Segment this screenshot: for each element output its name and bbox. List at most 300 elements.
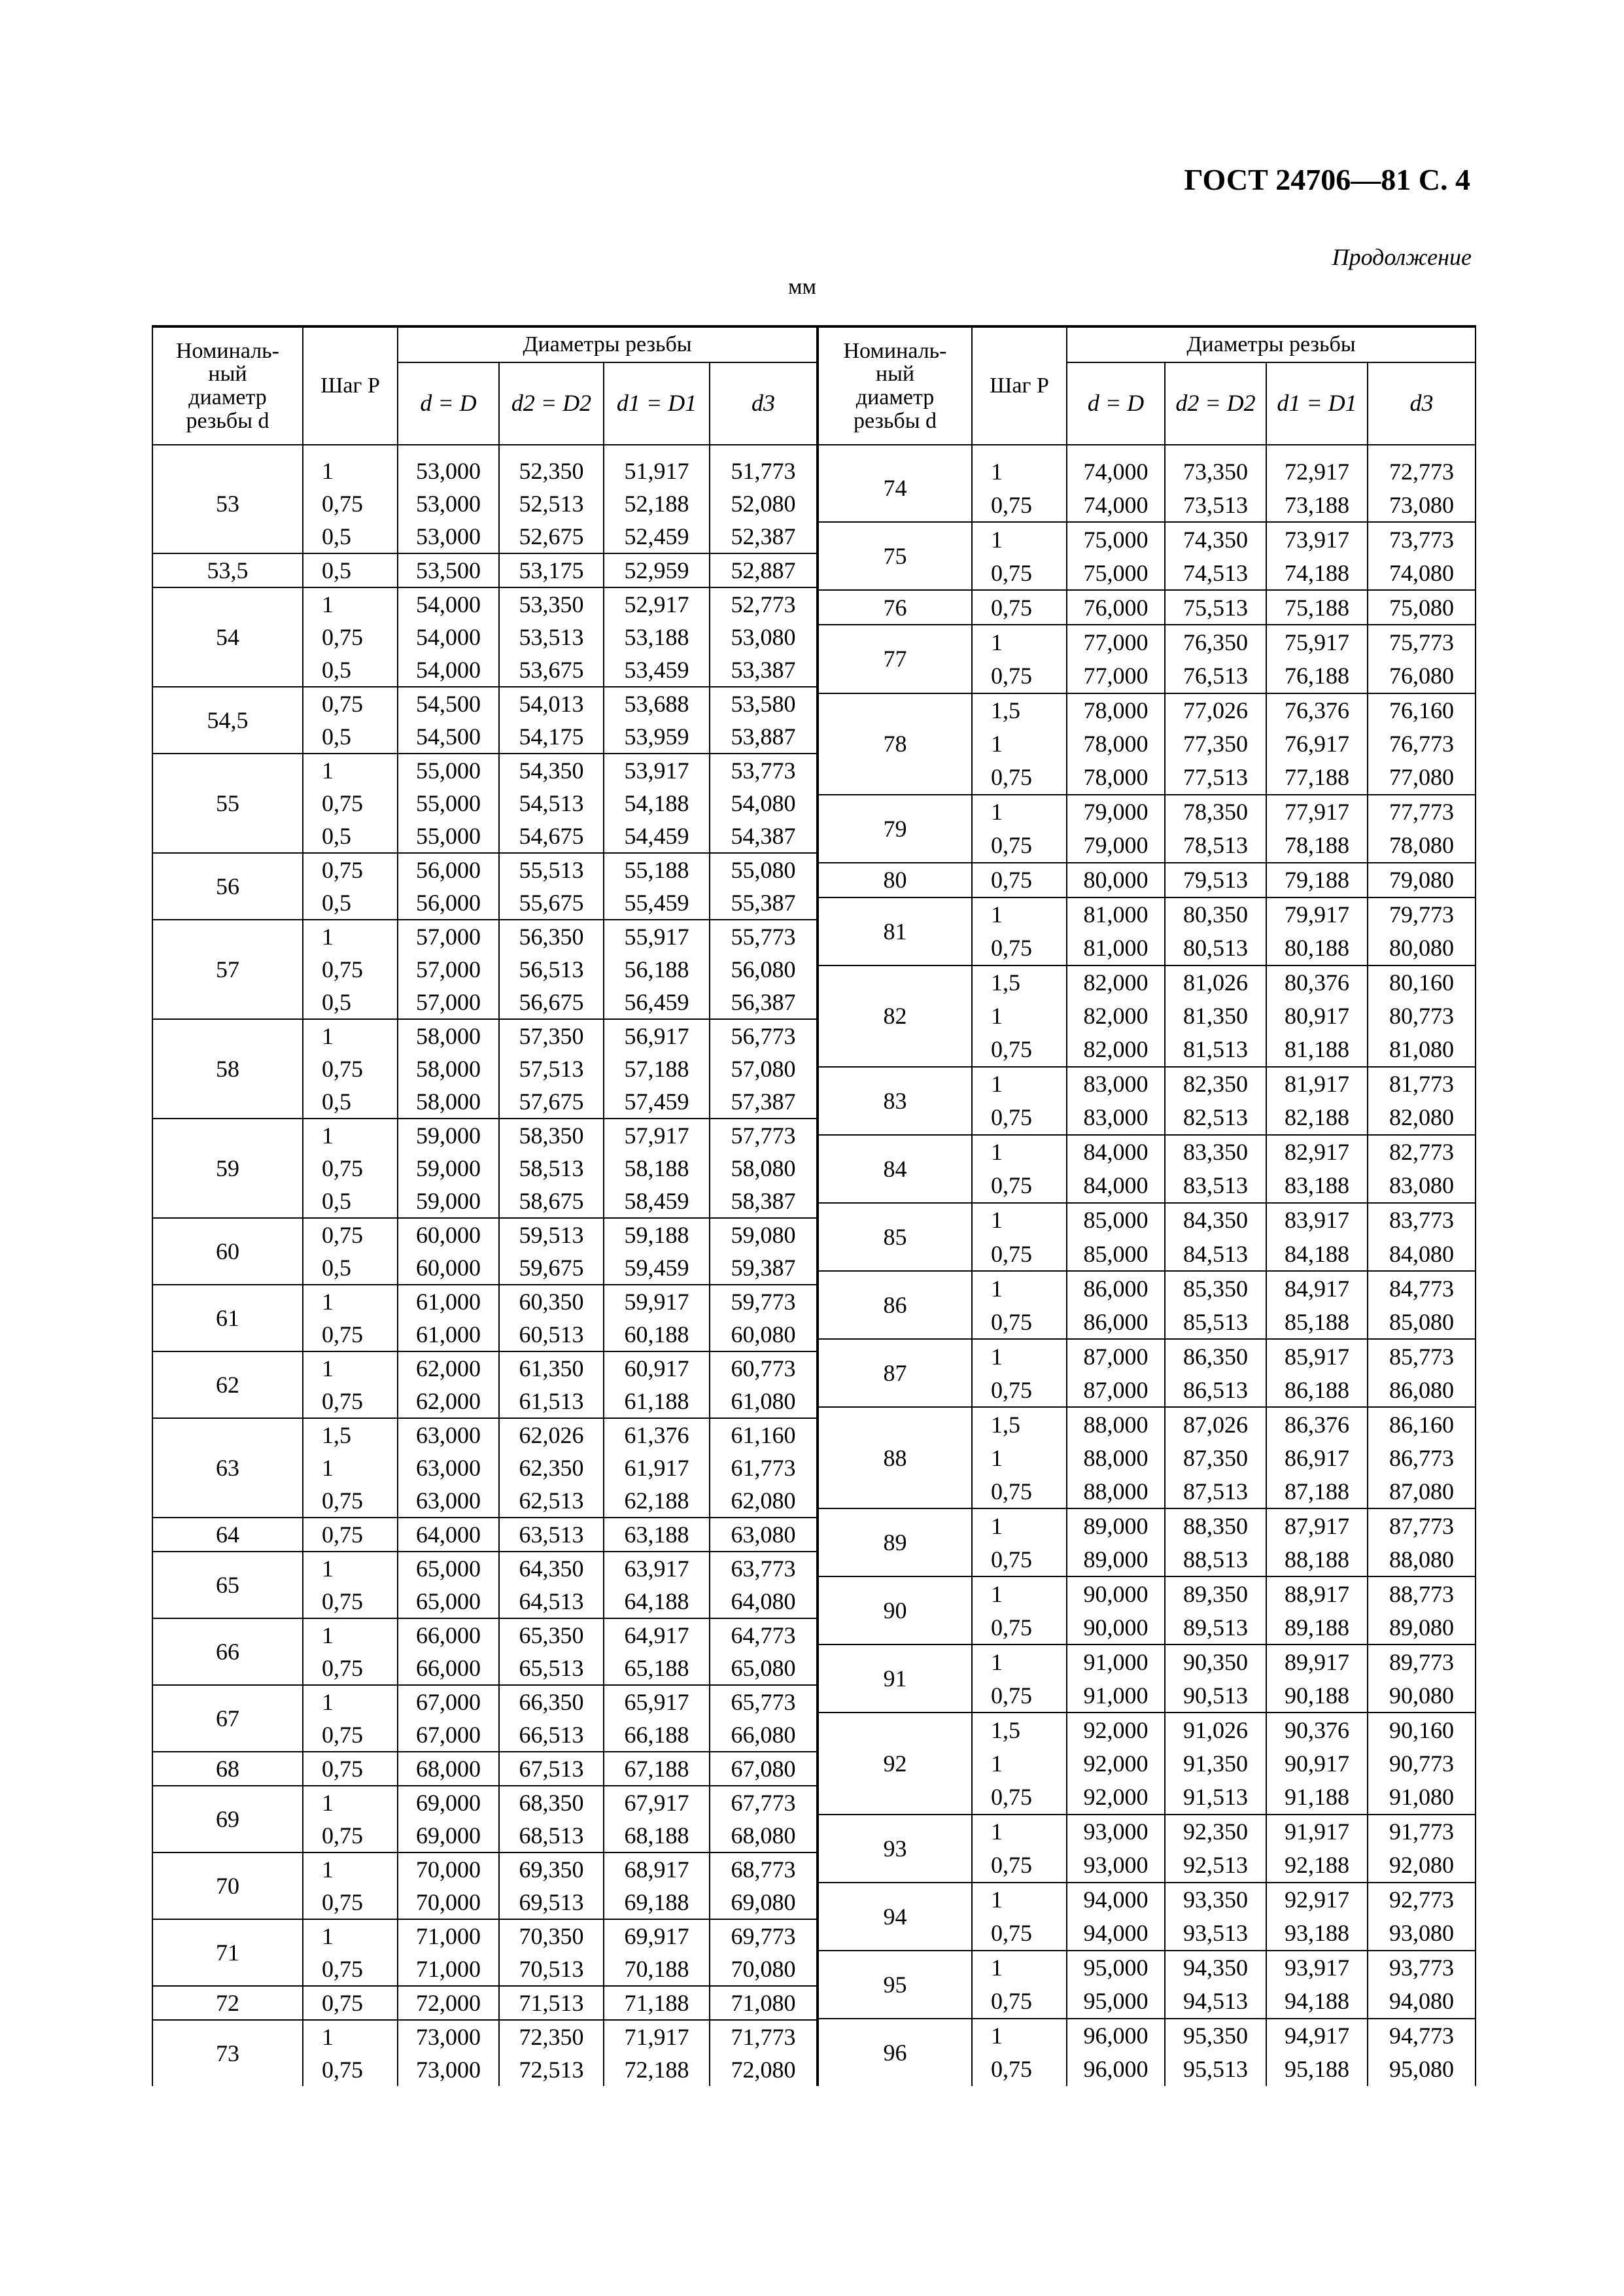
diameter-value-cell: 55,188 bbox=[604, 853, 710, 886]
nominal-diameter-cell: 75 bbox=[818, 522, 972, 590]
diameter-value-cell: 54,175 bbox=[499, 720, 604, 754]
step-cell: 1 bbox=[303, 1119, 398, 1152]
diameter-value-cell: 92,917 bbox=[1266, 1883, 1368, 1917]
diameter-value-cell: 58,000 bbox=[398, 1085, 499, 1119]
diameter-value-cell: 73,773 bbox=[1368, 522, 1476, 556]
table-row bbox=[152, 1518, 817, 1552]
diameter-value-cell: 93,000 bbox=[1067, 1815, 1165, 1849]
diameter-value-cell: 52,350 bbox=[499, 455, 604, 487]
step-cell: 1 bbox=[972, 1271, 1067, 1305]
diameter-value-cell: 72,773 bbox=[1368, 455, 1476, 488]
nominal-diameter-cell: 79 bbox=[818, 795, 972, 863]
step-cell: 0,75 bbox=[303, 1585, 398, 1618]
col-header-d: d = D bbox=[398, 362, 499, 445]
thread-diameter-tables bbox=[152, 325, 1476, 2086]
diameter-value-cell: 51,773 bbox=[710, 455, 817, 487]
nominal-diameter-cell: 55 bbox=[152, 754, 303, 853]
table-row bbox=[818, 1067, 1476, 1101]
table-row bbox=[152, 754, 817, 787]
diameter-value-cell: 74,350 bbox=[1165, 522, 1266, 556]
diameter-value-cell: 91,000 bbox=[1067, 1644, 1165, 1679]
diameter-value-cell: 76,773 bbox=[1368, 727, 1476, 761]
step-cell: 0,75 bbox=[972, 1305, 1067, 1339]
diameter-value-cell: 52,675 bbox=[499, 520, 604, 553]
step-cell: 0,75 bbox=[303, 1953, 398, 1986]
diameter-value-cell: 59,459 bbox=[604, 1251, 710, 1285]
table-row bbox=[818, 1203, 1476, 1237]
diameter-value-cell: 78,000 bbox=[1067, 727, 1165, 761]
diameter-value-cell: 52,917 bbox=[604, 587, 710, 621]
step-cell: 1 bbox=[972, 1067, 1067, 1101]
diameter-value-cell: 92,000 bbox=[1067, 1713, 1165, 1747]
step-cell: 1 bbox=[303, 1852, 398, 1886]
nominal-diameter-cell: 85 bbox=[818, 1203, 972, 1271]
diameter-value-cell: 76,080 bbox=[1368, 659, 1476, 693]
diameter-value-cell: 62,080 bbox=[710, 1484, 817, 1518]
diameter-value-cell: 61,376 bbox=[604, 1418, 710, 1452]
diameter-value-cell: 77,000 bbox=[1067, 659, 1165, 693]
col-header-d2: d2 = D2 bbox=[499, 362, 604, 445]
table-row bbox=[152, 1852, 817, 1886]
nominal-diameter-header bbox=[818, 326, 972, 445]
diameter-value-cell: 58,675 bbox=[499, 1185, 604, 1218]
diameter-value-cell: 88,000 bbox=[1067, 1474, 1165, 1508]
diameter-value-cell: 90,773 bbox=[1368, 1747, 1476, 1780]
diameter-value-cell: 85,773 bbox=[1368, 1339, 1476, 1373]
diameter-value-cell: 83,917 bbox=[1266, 1203, 1368, 1237]
diameter-value-cell: 78,513 bbox=[1165, 829, 1266, 863]
diameter-value-cell: 86,917 bbox=[1266, 1441, 1368, 1474]
diameter-value-cell: 61,917 bbox=[604, 1452, 710, 1484]
diameter-value-cell: 86,160 bbox=[1368, 1407, 1476, 1441]
diameter-value-cell: 53,459 bbox=[604, 653, 710, 687]
step-cell: 0,5 bbox=[303, 553, 398, 587]
diameter-value-cell: 86,000 bbox=[1067, 1271, 1165, 1305]
diameter-value-cell: 55,459 bbox=[604, 886, 710, 920]
step-cell: 0,75 bbox=[303, 1718, 398, 1752]
diameter-value-cell: 52,387 bbox=[710, 520, 817, 553]
diameter-value-cell: 56,459 bbox=[604, 986, 710, 1019]
diameter-value-cell: 55,917 bbox=[604, 920, 710, 953]
diameter-value-cell: 62,350 bbox=[499, 1452, 604, 1484]
col-header-d: d = D bbox=[1067, 362, 1165, 445]
diameter-value-cell: 67,773 bbox=[710, 1786, 817, 1819]
diameter-value-cell: 69,773 bbox=[710, 1919, 817, 1953]
nominal-diameter-cell: 90 bbox=[818, 1576, 972, 1644]
step-cell: 0,75 bbox=[303, 487, 398, 520]
diameter-value-cell: 63,000 bbox=[398, 1452, 499, 1484]
diameter-value-cell: 90,917 bbox=[1266, 1747, 1368, 1780]
diameter-value-cell: 95,188 bbox=[1266, 2053, 1368, 2086]
diameter-value-cell: 75,513 bbox=[1165, 590, 1266, 625]
diameter-value-cell: 80,376 bbox=[1266, 965, 1368, 1000]
diameter-value-cell: 57,459 bbox=[604, 1085, 710, 1119]
step-cell: 1 bbox=[303, 1685, 398, 1718]
diameter-value-cell: 93,773 bbox=[1368, 1951, 1476, 1985]
diameter-value-cell: 84,080 bbox=[1368, 1237, 1476, 1271]
diameter-value-cell: 92,350 bbox=[1165, 1815, 1266, 1849]
diameter-value-cell: 56,000 bbox=[398, 886, 499, 920]
diameter-value-cell: 57,000 bbox=[398, 920, 499, 953]
diameter-value-cell: 65,188 bbox=[604, 1652, 710, 1685]
nominal-diameter-cell: 76 bbox=[818, 590, 972, 625]
nominal-diameter-cell: 86 bbox=[818, 1271, 972, 1339]
step-cell: 0,5 bbox=[303, 653, 398, 687]
diameter-value-cell: 57,917 bbox=[604, 1119, 710, 1152]
diameter-value-cell: 81,188 bbox=[1266, 1033, 1368, 1067]
diameter-value-cell: 92,080 bbox=[1368, 1849, 1476, 1883]
diameter-value-cell: 53,000 bbox=[398, 455, 499, 487]
diameter-value-cell: 56,188 bbox=[604, 953, 710, 986]
right-table-header bbox=[818, 326, 1476, 445]
nominal-diameter-cell: 61 bbox=[152, 1285, 303, 1351]
diameter-value-cell: 53,917 bbox=[604, 754, 710, 787]
step-cell: 1,5 bbox=[972, 965, 1067, 1000]
page-header: ГОСТ 24706—81 С. 4 bbox=[1184, 163, 1470, 196]
diameter-value-cell: 81,773 bbox=[1368, 1067, 1476, 1101]
diameter-value-cell: 62,026 bbox=[499, 1418, 604, 1452]
step-cell: 0,5 bbox=[303, 986, 398, 1019]
diameter-value-cell: 65,773 bbox=[710, 1685, 817, 1718]
table-row bbox=[152, 1351, 817, 1385]
diameter-value-cell: 91,026 bbox=[1165, 1713, 1266, 1747]
diameter-value-cell: 89,773 bbox=[1368, 1644, 1476, 1679]
diameter-value-cell: 70,000 bbox=[398, 1886, 499, 1919]
diameter-value-cell: 91,188 bbox=[1266, 1780, 1368, 1814]
diameter-value-cell: 54,188 bbox=[604, 787, 710, 820]
diameter-value-cell: 54,387 bbox=[710, 820, 817, 853]
table-row bbox=[818, 2019, 1476, 2053]
step-cell: 0,75 bbox=[972, 1169, 1067, 1203]
step-cell: 0,5 bbox=[303, 1251, 398, 1285]
diameter-value-cell: 75,080 bbox=[1368, 590, 1476, 625]
step-cell: 0,75 bbox=[303, 1819, 398, 1852]
diameter-value-cell: 82,513 bbox=[1165, 1101, 1266, 1135]
step-cell: 0,75 bbox=[303, 853, 398, 886]
diameter-value-cell: 58,387 bbox=[710, 1185, 817, 1218]
diameter-value-cell: 68,188 bbox=[604, 1819, 710, 1852]
diameter-value-cell: 54,350 bbox=[499, 754, 604, 787]
diameter-value-cell: 80,513 bbox=[1165, 931, 1266, 965]
diameter-value-cell: 52,959 bbox=[604, 553, 710, 587]
diameter-value-cell: 74,188 bbox=[1266, 556, 1368, 590]
diameter-value-cell: 80,000 bbox=[1067, 863, 1165, 897]
diameter-value-cell: 55,773 bbox=[710, 920, 817, 953]
diameter-value-cell: 77,513 bbox=[1165, 761, 1266, 795]
step-cell: 0,75 bbox=[972, 761, 1067, 795]
diameter-value-cell: 73,000 bbox=[398, 2020, 499, 2053]
diameter-value-cell: 79,000 bbox=[1067, 829, 1165, 863]
diameter-value-cell: 55,387 bbox=[710, 886, 817, 920]
diameter-value-cell: 54,513 bbox=[499, 787, 604, 820]
diameter-value-cell: 88,513 bbox=[1165, 1542, 1266, 1576]
diameter-value-cell: 95,350 bbox=[1165, 2019, 1266, 2053]
table-row bbox=[818, 1576, 1476, 1610]
diameter-value-cell: 79,080 bbox=[1368, 863, 1476, 897]
diameter-value-cell: 72,000 bbox=[398, 1986, 499, 2020]
diameter-value-cell: 56,773 bbox=[710, 1019, 817, 1052]
step-cell: 1 bbox=[303, 1919, 398, 1953]
nominal-diameter-cell: 71 bbox=[152, 1919, 303, 1986]
step-cell: 1 bbox=[972, 795, 1067, 829]
diameter-value-cell: 59,000 bbox=[398, 1185, 499, 1218]
diameter-value-cell: 85,350 bbox=[1165, 1271, 1266, 1305]
nominal-diameter-cell: 84 bbox=[818, 1135, 972, 1203]
diameter-value-cell: 57,080 bbox=[710, 1052, 817, 1085]
nominal-diameter-cell: 63 bbox=[152, 1418, 303, 1518]
diameter-value-cell: 88,080 bbox=[1368, 1542, 1476, 1576]
diameter-value-cell: 66,000 bbox=[398, 1618, 499, 1652]
diameter-value-cell: 69,917 bbox=[604, 1919, 710, 1953]
diameter-value-cell: 54,500 bbox=[398, 720, 499, 754]
diameter-value-cell: 59,675 bbox=[499, 1251, 604, 1285]
diameter-value-cell: 89,000 bbox=[1067, 1542, 1165, 1576]
nominal-diameter-cell: 54 bbox=[152, 587, 303, 687]
table-row bbox=[818, 795, 1476, 829]
diameter-value-cell: 53,080 bbox=[710, 621, 817, 653]
diameter-value-cell: 94,000 bbox=[1067, 1883, 1165, 1917]
diameter-value-cell: 91,080 bbox=[1368, 1780, 1476, 1814]
diameter-value-cell: 64,513 bbox=[499, 1585, 604, 1618]
diameter-value-cell: 95,080 bbox=[1368, 2053, 1476, 2086]
diameter-value-cell: 66,188 bbox=[604, 1718, 710, 1752]
nominal-diameter-cell: 56 bbox=[152, 853, 303, 920]
nominal-diameter-cell: 67 bbox=[152, 1685, 303, 1752]
table-row bbox=[152, 1618, 817, 1652]
continuation-label: Продолжение bbox=[1332, 244, 1472, 270]
table-row bbox=[818, 590, 1476, 625]
diameter-value-cell: 57,513 bbox=[499, 1052, 604, 1085]
nominal-diameter-cell: 65 bbox=[152, 1552, 303, 1618]
diameter-value-cell: 58,350 bbox=[499, 1119, 604, 1152]
diameter-value-cell: 83,350 bbox=[1165, 1135, 1266, 1169]
diameter-value-cell: 85,188 bbox=[1266, 1305, 1368, 1339]
diameter-value-cell: 80,188 bbox=[1266, 931, 1368, 965]
diameter-value-cell: 65,000 bbox=[398, 1552, 499, 1585]
diameter-value-cell: 85,000 bbox=[1067, 1237, 1165, 1271]
diameter-value-cell: 81,350 bbox=[1165, 1000, 1266, 1033]
diameter-value-cell: 69,350 bbox=[499, 1852, 604, 1886]
diameter-value-cell: 81,026 bbox=[1165, 965, 1266, 1000]
diameter-value-cell: 93,188 bbox=[1266, 1917, 1368, 1951]
nominal-diameter-cell: 93 bbox=[818, 1815, 972, 1883]
diameter-value-cell: 75,000 bbox=[1067, 522, 1165, 556]
diameter-value-cell: 77,188 bbox=[1266, 761, 1368, 795]
diameter-value-cell: 67,188 bbox=[604, 1752, 710, 1786]
diameter-value-cell: 73,350 bbox=[1165, 455, 1266, 488]
diameter-value-cell: 81,000 bbox=[1067, 897, 1165, 931]
diameter-value-cell: 83,188 bbox=[1266, 1169, 1368, 1203]
table-row bbox=[152, 1119, 817, 1152]
table-row bbox=[818, 1951, 1476, 1985]
thread-diameters-header: Диаметры резьбы bbox=[1067, 326, 1476, 362]
diameter-value-cell: 55,675 bbox=[499, 886, 604, 920]
step-cell: 0,75 bbox=[972, 931, 1067, 965]
diameter-value-cell: 59,387 bbox=[710, 1251, 817, 1285]
diameter-value-cell: 55,000 bbox=[398, 754, 499, 787]
step-cell: 0,75 bbox=[972, 1849, 1067, 1883]
diameter-value-cell: 52,459 bbox=[604, 520, 710, 553]
step-cell: 0,75 bbox=[972, 829, 1067, 863]
diameter-value-cell: 92,000 bbox=[1067, 1747, 1165, 1780]
diameter-value-cell: 87,188 bbox=[1266, 1474, 1368, 1508]
diameter-value-cell: 68,350 bbox=[499, 1786, 604, 1819]
nominal-diameter-cell: 91 bbox=[818, 1644, 972, 1713]
table-row bbox=[152, 687, 817, 720]
diameter-value-cell: 54,000 bbox=[398, 621, 499, 653]
diameter-value-cell: 67,080 bbox=[710, 1752, 817, 1786]
diameter-value-cell: 56,387 bbox=[710, 986, 817, 1019]
diameter-value-cell: 67,513 bbox=[499, 1752, 604, 1786]
nominal-diameter-cell: 64 bbox=[152, 1518, 303, 1552]
diameter-value-cell: 95,000 bbox=[1067, 1985, 1165, 2019]
diameter-value-cell: 74,000 bbox=[1067, 488, 1165, 522]
nominal-diameter-cell: 80 bbox=[818, 863, 972, 897]
diameter-value-cell: 77,080 bbox=[1368, 761, 1476, 795]
diameter-value-cell: 75,000 bbox=[1067, 556, 1165, 590]
diameter-value-cell: 71,773 bbox=[710, 2020, 817, 2053]
diameter-value-cell: 68,773 bbox=[710, 1852, 817, 1886]
step-cell: 0,75 bbox=[303, 1318, 398, 1351]
header-line: ный bbox=[875, 362, 915, 387]
diameter-value-cell: 71,513 bbox=[499, 1986, 604, 2020]
diameter-value-cell: 93,917 bbox=[1266, 1951, 1368, 1985]
diameter-value-cell: 53,000 bbox=[398, 520, 499, 553]
nominal-diameter-cell: 95 bbox=[818, 1951, 972, 2019]
diameter-value-cell: 64,350 bbox=[499, 1552, 604, 1585]
nominal-diameter-cell: 88 bbox=[818, 1407, 972, 1508]
diameter-value-cell: 53,513 bbox=[499, 621, 604, 653]
diameter-value-cell: 91,000 bbox=[1067, 1679, 1165, 1713]
diameter-value-cell: 93,350 bbox=[1165, 1883, 1266, 1917]
diameter-value-cell: 52,513 bbox=[499, 487, 604, 520]
table-row bbox=[818, 1713, 1476, 1747]
diameter-value-cell: 84,000 bbox=[1067, 1135, 1165, 1169]
diameter-value-cell: 59,917 bbox=[604, 1285, 710, 1318]
step-cell: 1 bbox=[303, 587, 398, 621]
step-cell: 0,75 bbox=[972, 1780, 1067, 1814]
diameter-value-cell: 61,513 bbox=[499, 1385, 604, 1418]
left-table-header bbox=[152, 326, 817, 445]
diameter-value-cell: 63,773 bbox=[710, 1552, 817, 1585]
diameter-value-cell: 82,188 bbox=[1266, 1101, 1368, 1135]
diameter-value-cell: 53,000 bbox=[398, 487, 499, 520]
diameter-value-cell: 89,350 bbox=[1165, 1576, 1266, 1610]
table-row bbox=[152, 587, 817, 621]
col-header-d3: d3 bbox=[710, 362, 817, 445]
header-line: диаметр bbox=[188, 385, 267, 409]
diameter-value-cell: 61,000 bbox=[398, 1285, 499, 1318]
step-cell: 0,75 bbox=[972, 556, 1067, 590]
table-row bbox=[818, 1644, 1476, 1679]
diameter-value-cell: 77,773 bbox=[1368, 795, 1476, 829]
table-row bbox=[152, 455, 817, 487]
diameter-value-cell: 70,350 bbox=[499, 1919, 604, 1953]
table-row bbox=[152, 853, 817, 886]
diameter-value-cell: 74,000 bbox=[1067, 455, 1165, 488]
diameter-value-cell: 86,080 bbox=[1368, 1373, 1476, 1407]
left-table bbox=[152, 325, 818, 2086]
diameter-value-cell: 84,773 bbox=[1368, 1271, 1476, 1305]
step-cell: 1 bbox=[303, 2020, 398, 2053]
diameter-value-cell: 72,080 bbox=[710, 2053, 817, 2086]
nominal-diameter-cell: 68 bbox=[152, 1752, 303, 1786]
table-row bbox=[818, 1815, 1476, 1849]
diameter-value-cell: 69,000 bbox=[398, 1786, 499, 1819]
step-cell: 1 bbox=[303, 1786, 398, 1819]
step-cell: 1 bbox=[972, 1883, 1067, 1917]
table-row bbox=[818, 897, 1476, 931]
step-cell: 1 bbox=[972, 1951, 1067, 1985]
diameter-value-cell: 53,959 bbox=[604, 720, 710, 754]
nominal-diameter-cell: 89 bbox=[818, 1508, 972, 1576]
diameter-value-cell: 58,000 bbox=[398, 1052, 499, 1085]
step-cell: 1 bbox=[972, 1576, 1067, 1610]
diameter-value-cell: 71,080 bbox=[710, 1986, 817, 2020]
diameter-value-cell: 78,000 bbox=[1067, 761, 1165, 795]
diameter-value-cell: 51,917 bbox=[604, 455, 710, 487]
diameter-value-cell: 76,160 bbox=[1368, 693, 1476, 727]
table-row bbox=[818, 455, 1476, 488]
diameter-value-cell: 75,917 bbox=[1266, 625, 1368, 659]
diameter-value-cell: 79,188 bbox=[1266, 863, 1368, 897]
step-cell: 0,75 bbox=[972, 1610, 1067, 1644]
nominal-diameter-cell: 70 bbox=[152, 1852, 303, 1919]
table-row bbox=[152, 1919, 817, 1953]
diameter-value-cell: 56,000 bbox=[398, 853, 499, 886]
diameter-value-cell: 59,188 bbox=[604, 1218, 710, 1251]
table-row bbox=[152, 1418, 817, 1452]
diameter-value-cell: 79,000 bbox=[1067, 795, 1165, 829]
diameter-value-cell: 90,188 bbox=[1266, 1679, 1368, 1713]
step-cell: 0,75 bbox=[303, 1385, 398, 1418]
nominal-diameter-cell: 66 bbox=[152, 1618, 303, 1685]
step-cell: 1 bbox=[972, 522, 1067, 556]
diameter-value-cell: 62,513 bbox=[499, 1484, 604, 1518]
left-table-body bbox=[152, 445, 817, 2086]
diameter-value-cell: 74,513 bbox=[1165, 556, 1266, 590]
diameter-value-cell: 84,000 bbox=[1067, 1169, 1165, 1203]
diameter-value-cell: 71,917 bbox=[604, 2020, 710, 2053]
table-row bbox=[152, 1986, 817, 2020]
header-line: ный bbox=[208, 362, 247, 387]
diameter-value-cell: 76,917 bbox=[1266, 727, 1368, 761]
diameter-value-cell: 96,000 bbox=[1067, 2053, 1165, 2086]
table-row bbox=[818, 522, 1476, 556]
nominal-diameter-cell: 69 bbox=[152, 1786, 303, 1852]
nominal-diameter-cell: 74 bbox=[818, 455, 972, 522]
diameter-value-cell: 88,000 bbox=[1067, 1407, 1165, 1441]
diameter-value-cell: 87,080 bbox=[1368, 1474, 1476, 1508]
diameter-value-cell: 69,000 bbox=[398, 1819, 499, 1852]
diameter-value-cell: 91,350 bbox=[1165, 1747, 1266, 1780]
diameter-value-cell: 56,080 bbox=[710, 953, 817, 986]
diameter-value-cell: 93,080 bbox=[1368, 1917, 1476, 1951]
table-row bbox=[818, 625, 1476, 659]
step-cell: 0,75 bbox=[972, 1542, 1067, 1576]
diameter-value-cell: 76,350 bbox=[1165, 625, 1266, 659]
diameter-value-cell: 57,387 bbox=[710, 1085, 817, 1119]
diameter-value-cell: 78,000 bbox=[1067, 693, 1165, 727]
nominal-diameter-cell: 57 bbox=[152, 920, 303, 1019]
table-row bbox=[152, 1218, 817, 1251]
step-cell: 1 bbox=[972, 1000, 1067, 1033]
diameter-value-cell: 58,513 bbox=[499, 1152, 604, 1185]
diameter-value-cell: 55,080 bbox=[710, 853, 817, 886]
diameter-value-cell: 53,350 bbox=[499, 587, 604, 621]
diameter-value-cell: 91,513 bbox=[1165, 1780, 1266, 1814]
diameter-value-cell: 80,350 bbox=[1165, 897, 1266, 931]
